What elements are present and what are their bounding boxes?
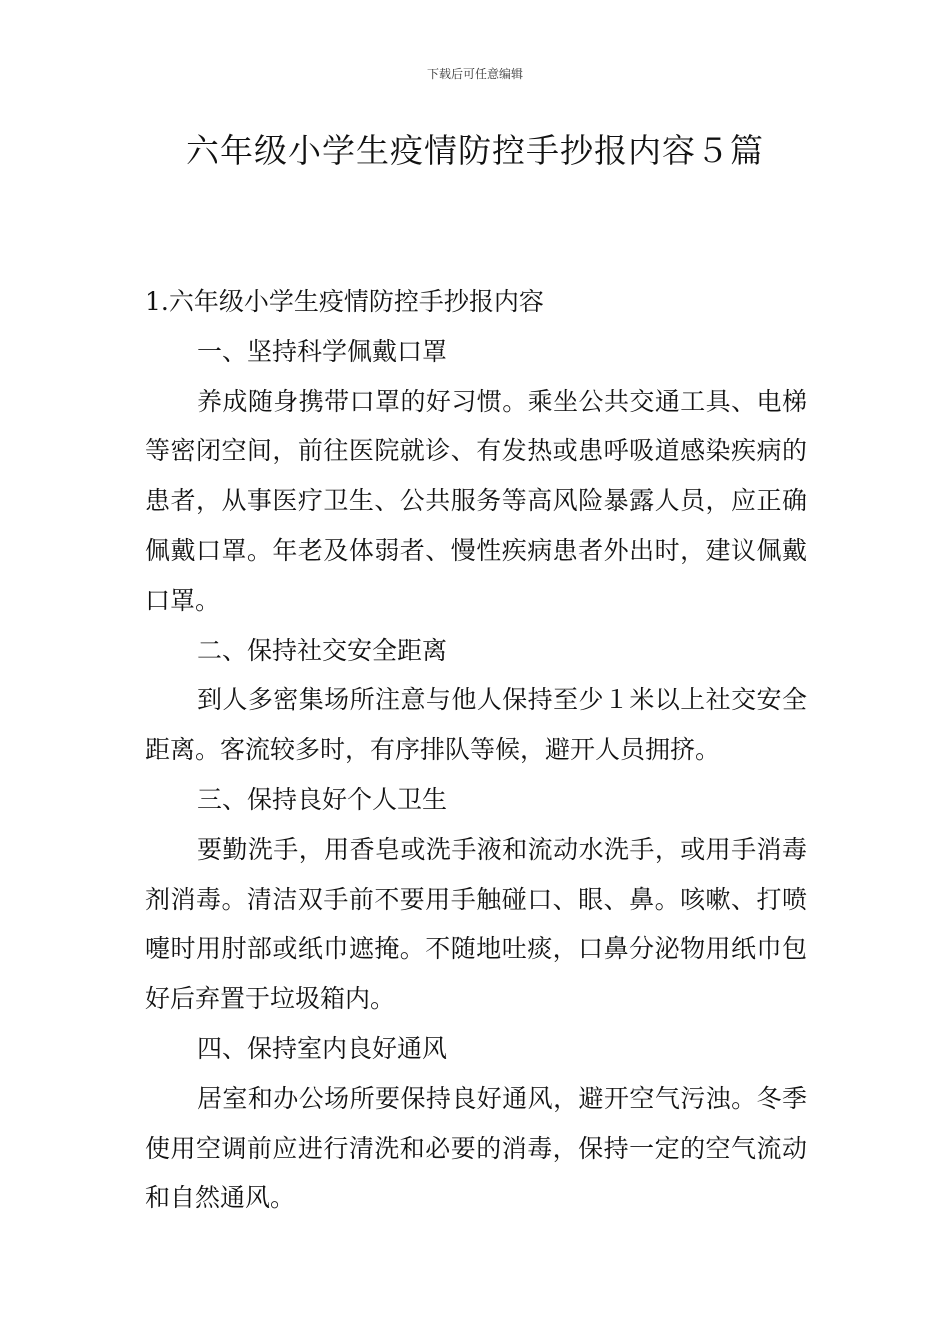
section-heading: 1.六年级小学生疫情防控手抄报内容	[145, 287, 544, 316]
paragraph-hygiene: 要勤洗手，用香皂或洗手液和流动水洗手，或用手消毒剂消毒。清洁双手前不要用手触碰口、眼、鼻。咳嗽、打喷嚏时用肘部或纸巾遮掩。不随地吐痰，口鼻分泌物用纸巾包好后弃置于垃圾箱内。	[145, 834, 807, 1014]
subheading-hygiene: 三、保持良好个人卫生	[197, 784, 448, 814]
paragraph-ventilation: 居室和办公场所要保持良好通风，避开空气污浊。冬季使用空调前应进行清洗和必要的消毒，保持一定的空气流动和自然通风。	[145, 1083, 807, 1213]
subheading-distance: 二、保持社交安全距离	[197, 635, 448, 665]
subheading-mask: 一、坚持科学佩戴口罩	[197, 336, 448, 366]
header-note: 下载后可任意编辑	[426, 67, 523, 81]
document-body	[145, 277, 807, 1223]
paragraph-distance: 到人多密集场所注意与他人保持至少１米以上社交安全距离。客流较多时，有序排队等候，避开人员拥挤。	[145, 685, 807, 765]
document-title: 六年级小学生疫情防控手抄报内容５篇	[186, 131, 764, 170]
paragraph-mask: 养成随身携带口罩的好习惯。乘坐公共交通工具、电梯等密闭空间，前往医院就诊、有发热或患呼吸道感染疾病的患者，从事医疗卫生、公共服务等高风险暴露人员，应正确佩戴口罩。年老及体弱者、慢性疾病患者外出时，建议佩戴口罩。	[145, 386, 807, 615]
subheading-ventilation: 四、保持室内良好通风	[197, 1033, 448, 1063]
